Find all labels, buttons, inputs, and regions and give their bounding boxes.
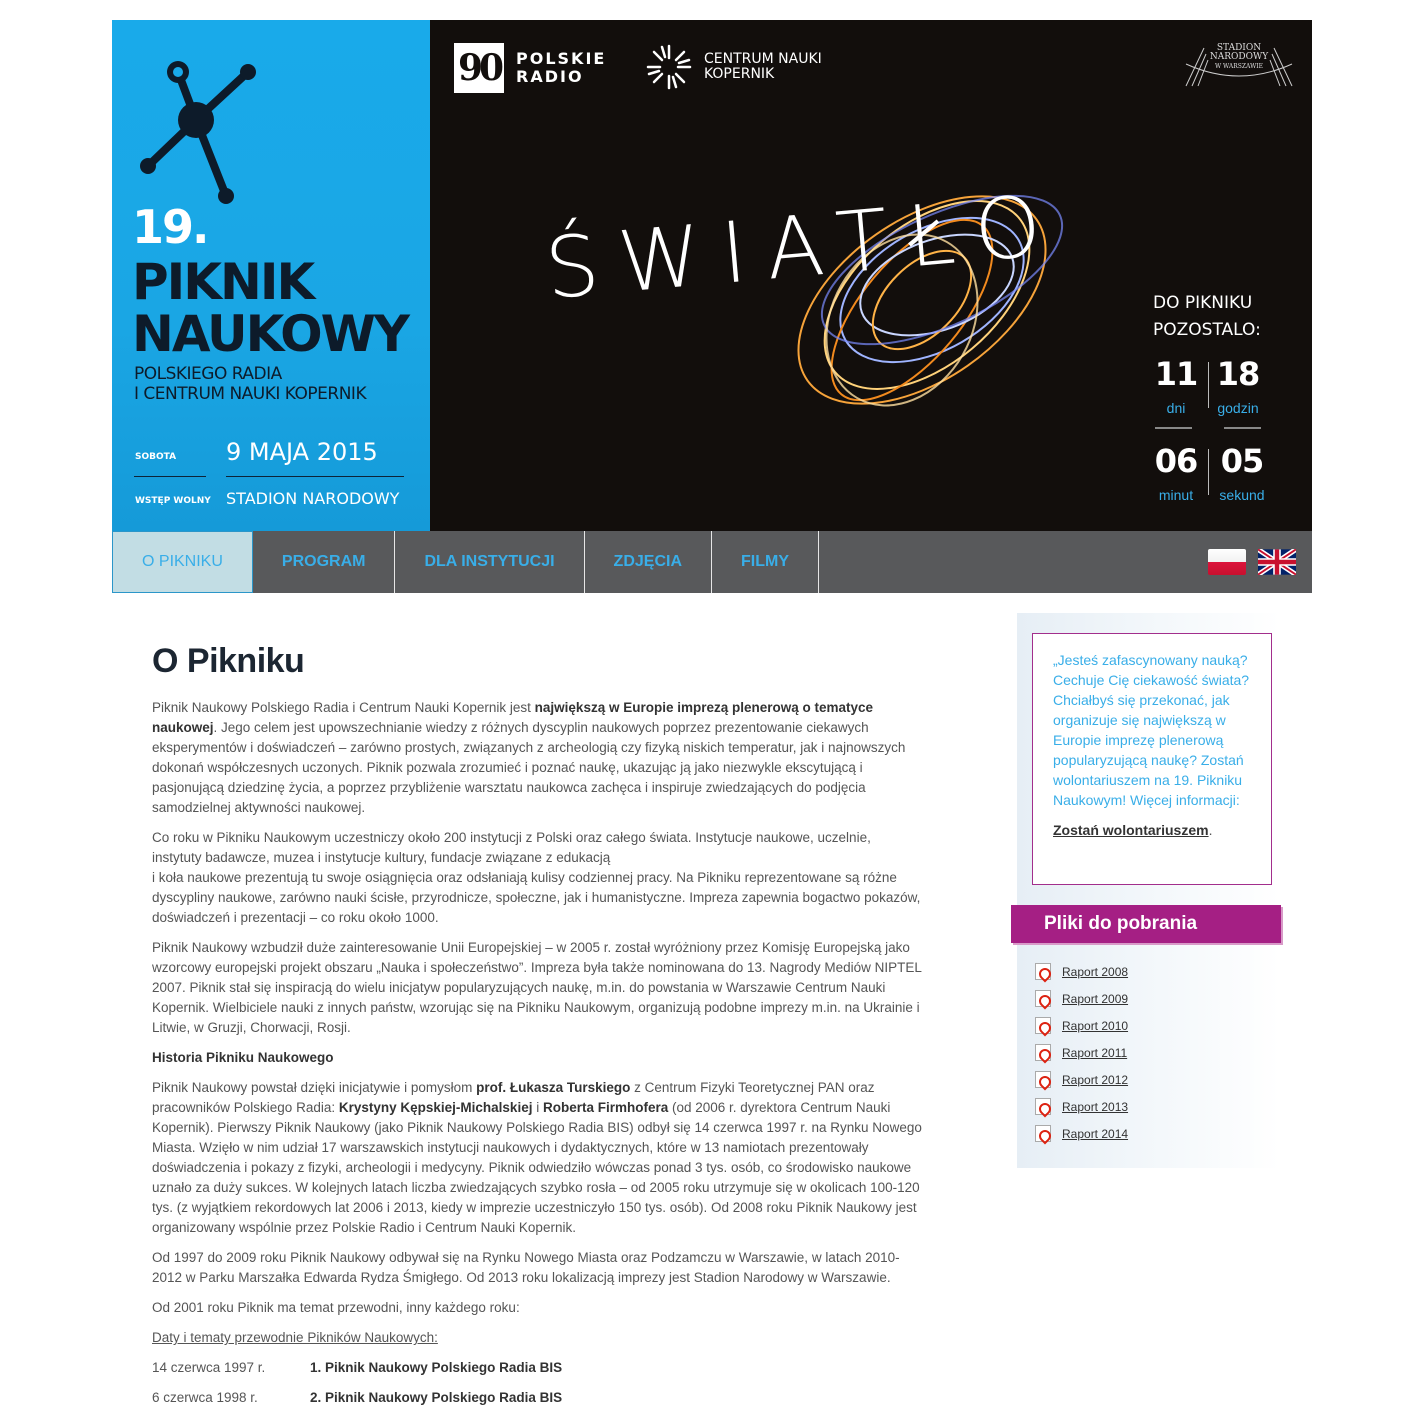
text-bold: Krystyny Kępskiej-Michalskiej [338,1100,533,1115]
event-title-line2: NAUKOWY [132,305,408,363]
uk-flag-icon[interactable] [1258,549,1296,575]
event-venue: STADION NARODOWY [226,489,400,508]
edition-number: 19. [132,200,208,254]
date: 14 czerwca 1997 r. [152,1360,266,1375]
divider [134,476,206,477]
page-title: O Pikniku [152,642,305,680]
pdf-icon [1035,1044,1051,1061]
theme-title: ŚWIATŁO [541,175,1065,318]
download-item[interactable] [1035,1120,1128,1147]
entry-label: WSTĘP WOLNY [135,496,211,506]
countdown-divider [1155,427,1192,429]
countdown-divider [1224,427,1261,429]
download-label: Raport 2010 [1062,1018,1129,1033]
pdf-icon [1035,1071,1051,1088]
pdf-icon [1035,1098,1051,1115]
paragraph: Od 2001 roku Piknik ma temat przewodni, inny każdego roku: [152,1300,520,1315]
stadion-line2: NARODOWY [1209,52,1269,62]
countdown-label-line2: POZOSTALO: [1153,320,1261,340]
cnk-line2: KOPERNIK [704,66,775,82]
paragraph [152,1078,922,1238]
divider [226,476,404,477]
pdf-icon [1035,1125,1051,1142]
countdown-divider [1208,449,1209,495]
header-banner [112,20,1312,531]
download-label: Raport 2013 [1062,1099,1129,1114]
download-label: Raport 2011 [1062,1045,1128,1060]
text: Piknik Naukowy powstał dzięki inicjatywie i pomysłom [152,1080,477,1095]
molecule-logo-icon [130,42,260,212]
nav-program[interactable]: PROGRAM [253,531,396,593]
picnic-title: 1. Piknik Naukowy Polskiego Radia BIS [310,1360,563,1375]
downloads-list [1035,958,1128,1147]
download-item[interactable] [1035,985,1128,1012]
dates-heading [152,1328,922,1348]
centrum-nauki-kopernik-logo[interactable] [644,42,822,92]
nav-zdjecia[interactable]: ZDJĘCIA [585,531,712,593]
polskie-radio-line1: POLSKIE [516,49,607,68]
main-nav [112,531,1312,593]
download-item[interactable] [1035,1093,1128,1120]
text-bold: największą w Europie imprezą plenerową o tematyce naukowej [152,700,874,735]
date-row [152,1388,922,1408]
stadion-line1: STADION [1216,43,1262,53]
text: . Jego celem jest upowszechnianie wiedzy z różnych dyscyplin naukowych poprzez prezentowanie ciekawych eksperymentów i doświadczeń – zarówno prostych, związanych z archeologią czy fizyką niskich temperatur, jak i najnowszych dokonań współczesnych uczonych. Piknik pozwala zrozumieć i poznać naukę, ukazując ją jako niezwykle ekscytującą i pasjonującą dziedzinę życia, a poprzez przybliżenie warsztatu naukowca zachęca i inspiruje zwiedzających do podjęcia samodzielnej aktywności naukowej. [152,720,906,815]
volunteer-text: „Jesteś zafascynowany nauką? Cechuje Cię ciekawość świata? Chciałbyś się przekonać, jak organizuje się największą w Europie imprezę plenerową popularyzującą naukę? Zostań wolontariuszem na 19. Pikniku Naukowym! Więcej informacji: [1053,652,1250,808]
download-label: Raport 2008 [1062,964,1129,979]
countdown-minutes-value: 06 [1154,442,1198,480]
text: Piknik Naukowy Polskiego Radia i Centrum Nauki Kopernik jest [152,700,535,715]
text: Co roku w Pikniku Naukowym uczestniczy około 200 instytucji z Polski oraz całego świata. Instytucje naukowe, uczelnie, instytuty badawcze, muzea i instytucje kultury, fundacje związane z edukacją [152,830,871,865]
downloads-title: Pliki do pobrania [1011,905,1281,943]
event-subtitle-line2: I CENTRUM NAUKI KOPERNIK [134,384,367,404]
text: Daty i tematy przewodnie Pikników Naukowych: [152,1330,438,1345]
event-title [132,253,408,363]
download-item[interactable] [1035,1066,1128,1093]
day-label: SOBOTA [135,452,177,462]
pdf-icon [1035,963,1051,980]
nav-filmy[interactable]: FILMY [712,531,819,593]
paragraph [152,698,922,818]
sidebar [1017,613,1280,1168]
countdown-seconds [1212,443,1272,503]
polskie-radio-line2: RADIO [516,67,584,86]
event-subtitle-line1: POLSKIEGO RADIA [134,364,282,384]
countdown-seconds-unit: sekund [1219,487,1265,503]
kopernik-star-icon [644,42,694,92]
text: . [1208,822,1213,838]
text: i koła naukowe prezentują tu swoje osiągnięcia oraz odsłaniają kulisy codziennej pracy. Na Pikniku reprezentowane są różne dyscypliny naukowe, zarówno nauki ścisłe, przyrodnicze, społeczne, jak i humanistyczne. Impreza zapewnia bogactwo pokazów, doświadczeń i prezentacji – co roku około 1000. [152,870,921,925]
pdf-icon [1035,990,1051,1007]
event-date: 9 MAJA 2015 [226,438,378,466]
history-heading [152,1048,922,1068]
text: i [532,1100,543,1115]
paragraph [152,828,922,928]
text-bold: Historia Pikniku Naukowego [152,1050,334,1065]
countdown-hours-value: 18 [1216,355,1260,393]
countdown-minutes-unit: minut [1158,487,1194,503]
volunteer-box [1032,633,1272,885]
event-subtitle [134,364,366,404]
language-switcher [1208,549,1296,575]
polskie-radio-logo[interactable] [454,42,606,94]
countdown-days [1146,356,1206,416]
stadion-narodowy-logo[interactable] [1184,40,1294,88]
countdown-days-value: 11 [1154,355,1198,393]
countdown-days-unit: dni [1166,400,1186,416]
volunteer-link[interactable]: Zostań wolontariuszem [1053,822,1209,838]
countdown-hours-unit: godzin [1217,400,1259,416]
main-content [152,642,922,1418]
polskie-radio-mark: 90 [454,43,504,93]
paragraph: Od 1997 do 2009 roku Piknik Naukowy odbywał się na Rynku Nowego Miasta oraz Podzamczu w Warszawie, w latach 2010-2012 w Parku Marszałka Edwarda Rydza Śmigłego. Od 2013 roku lokalizacją imprezy jest Stadion Narodowy w Warszawie. [152,1250,900,1285]
event-title-line1: PIKNIK [132,253,314,311]
text: z Centrum Fizyki Teoretycznej PAN oraz pracowników Polskiego Radia: [152,1080,875,1115]
download-label: Raport 2014 [1062,1126,1129,1141]
paragraph: Piknik Naukowy wzbudził duże zainteresowanie Unii Europejskiej – w 2005 r. został wyróżniony przez Komisję Europejską jako wzorcowy europejski projekt obszaru „Nauka i społeczeństwo”. Impreza była także nominowana do 13. Nagrody Mediów NIPTEL 2007. Piknik stał się inspiracją do wielu inicjatyw popularyzujących naukę, m.in. do powstania w Warszawie Centrum Nauki Kopernik. Wielbiciele nauki z innych państw, wzorując się na Pikniku Naukowym, organizują podobne imprezy m.in. na Ukrainie i Litwie, w Gruzji, Chorwacji, Rosji. [152,940,922,1035]
nav-dla-instytucji[interactable]: DLA INSTYTUCJI [395,531,584,593]
download-item[interactable] [1035,1012,1128,1039]
nav-o-pikniku[interactable]: O PIKNIKU [112,531,253,593]
polish-flag-icon[interactable] [1208,549,1246,575]
countdown-divider [1208,362,1209,408]
date: 6 czerwca 1998 r. [152,1390,258,1405]
text: (od 2006 r. dyrektora Centrum Nauki Kopernik). Pierwszy Piknik Naukowy (jako Piknik Naukowy Polskiego Radia BIS) odbył się 14 czerwca 1997 r. na Rynku Nowego Miasta. Wzięło w nim udział 17 warszawskich instytucji naukowych i dydaktycznych, które w 13 namiotach prezentowały doświadczenia i pokazy z fizyki, archeologii i medycyny. Piknik odwiedziło wówczas ponad 3 tys. osób, co środowisko naukowe uznało za duży sukces. W kolejnych latach liczba zwiedzających szybko rosła – od 2005 roku utrzymuje się w okolicach 100-120 tys. (z wyjątkiem rekordowych lat 2006 i 2013, kiedy w imprezie uczestniczyło 150 tys. osób). Od 2008 roku Piknik Naukowy jest organizowany wspólnie przez Polskie Radio i Centrum Nauki Kopernik. [152,1100,922,1235]
text-bold: prof. Łukasza Turskiego [476,1080,631,1095]
stadion-line3: W WARSZAWIE [1214,63,1264,70]
countdown-hours [1208,356,1268,416]
picnic-title: 2. Piknik Naukowy Polskiego Radia BIS [310,1390,563,1405]
text-bold: Roberta Firmhofera [542,1100,669,1115]
countdown-label [1153,290,1261,344]
countdown-label-line1: DO PIKNIKU [1153,293,1253,313]
date-row [152,1358,922,1378]
countdown-seconds-value: 05 [1220,442,1264,480]
countdown-minutes [1146,443,1206,503]
download-label: Raport 2012 [1062,1072,1129,1087]
pdf-icon [1035,1017,1051,1034]
event-info-panel [112,20,430,531]
download-item[interactable] [1035,958,1128,985]
cnk-line1: CENTRUM NAUKI [704,51,822,67]
download-label: Raport 2009 [1062,991,1129,1006]
download-item[interactable] [1035,1039,1128,1066]
